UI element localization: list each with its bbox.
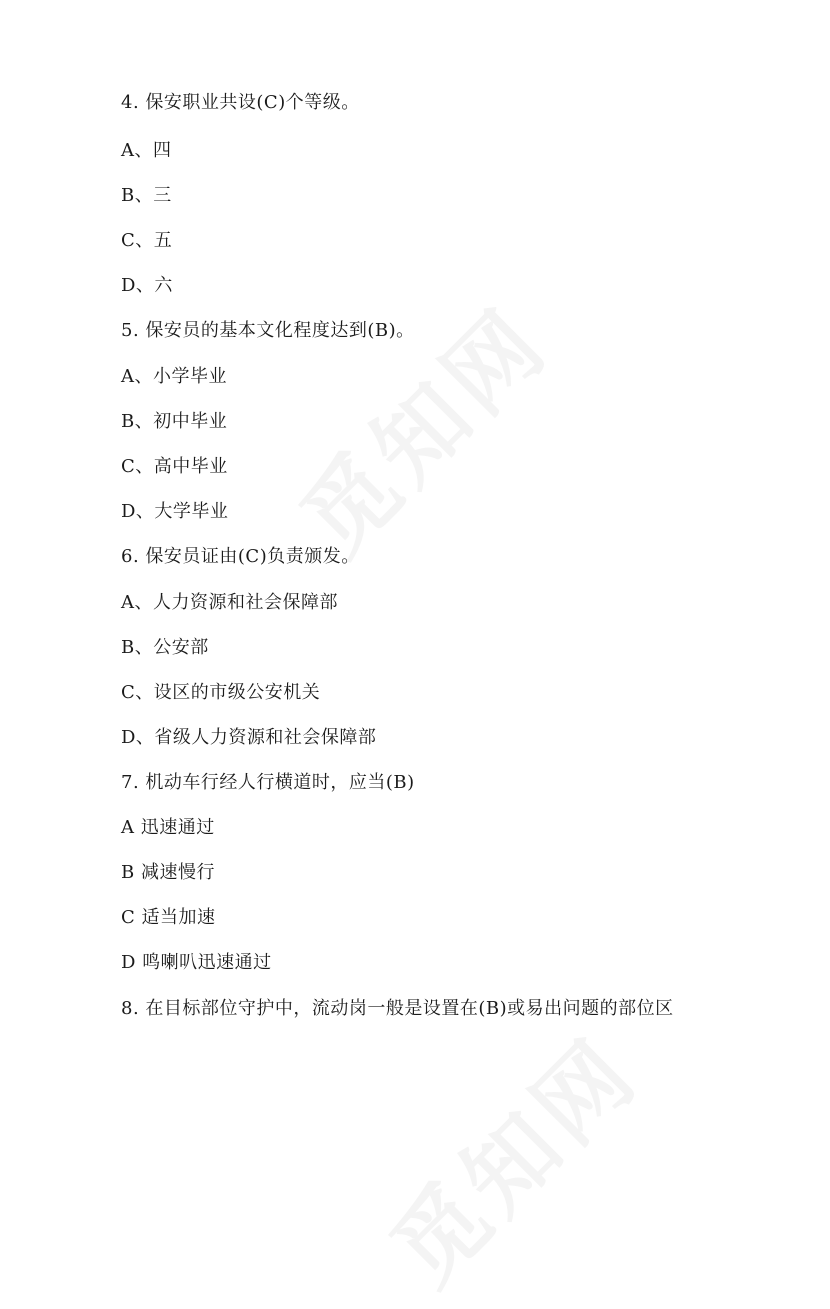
- question-5-option-a: A、小学毕业: [121, 366, 227, 387]
- question-5-option-b: B、初中毕业: [121, 411, 228, 432]
- question-7: 7. 机动车行经人行横道时，应当(B): [121, 772, 415, 793]
- question-5-option-d: D、大学毕业: [121, 501, 229, 522]
- question-6-option-a: A、人力资源和社会保障部: [121, 592, 338, 613]
- question-7-option-a: A 迅速通过: [121, 817, 215, 838]
- question-8: 8. 在目标部位守护中，流动岗一般是设置在(B)或易出问题的部位区: [121, 998, 674, 1019]
- watermark-bottom: [357, 1003, 662, 1308]
- question-7-option-b: B 减速慢行: [121, 862, 215, 883]
- question-5: 5. 保安员的基本文化程度达到(B)。: [121, 320, 415, 341]
- question-4: 4. 保安职业共设(C)个等级。: [121, 92, 360, 113]
- question-5-option-c: C、高中毕业: [121, 456, 228, 477]
- question-6: 6. 保安员证由(C)负责颁发。: [121, 546, 360, 567]
- question-4-option-c: C、五: [121, 230, 173, 251]
- question-7-option-d: D 鸣喇叭迅速通过: [121, 952, 272, 973]
- question-6-option-c: C、设区的市级公安机关: [121, 682, 321, 703]
- question-7-option-c: C 适当加速: [121, 907, 216, 928]
- question-4-option-a: A、四: [121, 140, 172, 161]
- question-4-option-d: D、六: [121, 275, 173, 296]
- question-6-option-b: B、公安部: [121, 637, 209, 658]
- question-6-option-d: D、省级人力资源和社会保障部: [121, 727, 377, 748]
- question-4-option-b: B、三: [121, 185, 172, 206]
